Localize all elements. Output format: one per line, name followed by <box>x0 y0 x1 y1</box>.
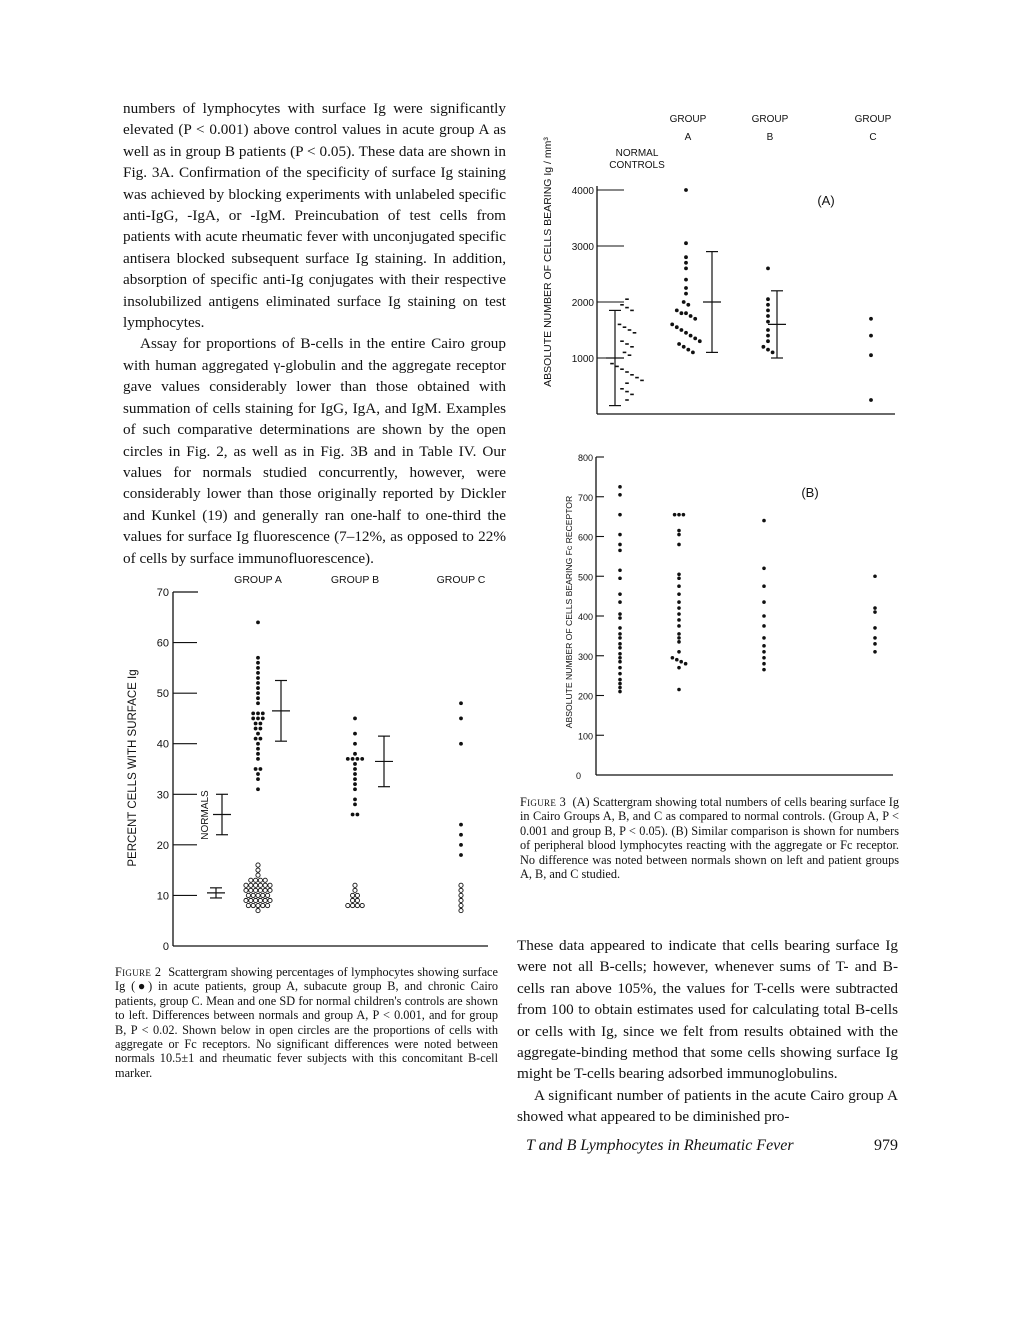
fig2-surface-ig-point <box>259 727 263 731</box>
fig3a-data-point <box>766 297 770 301</box>
fig3a-data-point <box>680 328 684 332</box>
fig2-group-label: GROUP B <box>330 574 380 586</box>
fig3b-data-point <box>618 576 622 580</box>
fig3a-data-point <box>771 351 775 355</box>
fig3a-data-point <box>684 278 688 282</box>
fig3b-data-point <box>677 513 681 517</box>
fig2-surface-ig-point <box>256 752 260 756</box>
fig3b-data-point <box>618 646 622 650</box>
fig2-surface-ig-point <box>459 717 463 721</box>
fig3a-data-point <box>686 303 690 307</box>
fig3b-data-point <box>677 533 681 537</box>
fig2-fc-receptor-point <box>263 898 267 902</box>
fig3b-data-point <box>762 567 766 571</box>
fig3b-data-point <box>677 572 681 576</box>
fig3a-data-point <box>766 267 770 271</box>
fig3a-data-point <box>675 325 679 329</box>
fig2-fc-receptor-point <box>254 898 258 902</box>
fig3b-data-point <box>682 513 686 517</box>
fig2-fc-receptor-point <box>353 883 357 887</box>
fig2-surface-ig-point <box>256 676 260 680</box>
fig3b-y-tick-label: 0 <box>576 771 582 781</box>
fig2-surface-ig-point <box>259 767 263 771</box>
fig3a-data-point <box>691 351 695 355</box>
fig2-surface-ig-point <box>256 777 260 781</box>
fig3a-data-point <box>684 286 688 290</box>
fig3b-data-point <box>618 652 622 656</box>
fig3a-data-point <box>869 353 873 357</box>
fig2-surface-ig-point <box>256 711 260 715</box>
fig3a-normals-label: CONTROLS <box>609 160 665 171</box>
fig2-fc-receptor-point <box>249 883 253 887</box>
fig2-surface-ig-point <box>353 772 357 776</box>
fig2-fc-receptor-point <box>459 909 463 913</box>
fig2-y-tick-label: 60 <box>156 637 169 650</box>
fig3a-data-point <box>766 314 770 318</box>
fig3b-data-point <box>618 660 622 664</box>
fig2-surface-ig-point <box>251 717 255 721</box>
fig3b-data-point <box>873 636 877 640</box>
fig2-fc-receptor-point <box>258 883 262 887</box>
figure-3-caption-text: (A) Scattergram showing total numbers of cells bearing surface Ig in Cairo Groups A, B, and C as compared to normal controls. (Group A, P < 0.001 and group B, P < 0.05). (B) Similar comparison is shown for numbers of peripheral blood lymphocytes reacting with the aggregate or Fc receptor. No difference was noted between normals shown on left and patient groups A, B, and C studied. <box>520 795 899 882</box>
fig2-fc-receptor-point <box>346 903 350 907</box>
fig2-surface-ig-point <box>259 722 263 726</box>
fig3b-data-point <box>873 626 877 630</box>
fig3a-data-point <box>684 311 688 315</box>
fig3b-data-point <box>618 600 622 604</box>
fig3a-data-point <box>869 398 873 402</box>
fig3a-group-letter: C <box>869 132 877 143</box>
fig3a-data-point <box>684 241 688 245</box>
fig3b-data-point <box>618 493 622 497</box>
fig3b-data-point <box>677 600 681 604</box>
fig3b-y-tick-label: 300 <box>577 651 593 662</box>
fig2-fc-receptor-point <box>268 888 272 892</box>
fig2-fc-receptor-point <box>254 878 258 882</box>
fig3a-y-tick-label: 1000 <box>571 354 594 365</box>
fig3b-data-point <box>873 642 877 646</box>
fig3b-data-point <box>677 592 681 596</box>
fig2-fc-receptor-point <box>266 893 270 897</box>
fig3b-data-point <box>762 644 766 648</box>
fig3a-y-tick-label: 2000 <box>571 298 594 309</box>
fig3a-data-point <box>684 255 688 259</box>
fig2-group-label: GROUP A <box>234 574 282 586</box>
fig2-fc-receptor-point <box>244 888 248 892</box>
fig2-surface-ig-point <box>360 757 364 761</box>
fig3b-data-point <box>618 678 622 682</box>
fig2-fc-receptor-point <box>246 893 250 897</box>
fig3b-data-point <box>618 636 622 640</box>
fig2-fc-receptor-point <box>459 893 463 897</box>
fig2-y-tick-label: 70 <box>156 587 169 599</box>
fig3a-data-point <box>675 309 679 313</box>
fig3b-data-point <box>618 666 622 670</box>
paragraph: These data appeared to indicate that cells bearing surface Ig were not all B-cells; however, whenever sums of T- and B-cells ran above 105%, the values for T-cells were subtracted from 100 to obtain estimates used for calculating total B-cells or cells with Ig, since we felt from results obtained with the aggregate-binding method that some cells showing surface Ig might be T-cells bearing adsorbed immunoglobulins. <box>517 937 898 1083</box>
fig3a-data-point <box>693 317 697 321</box>
fig3a-group-label: GROUP <box>854 114 892 125</box>
fig2-y-axis-label: PERCENT CELLS WITH SURFACE Ig <box>127 669 139 867</box>
fig3b-data-point <box>762 668 766 672</box>
fig3b-y-tick-label: 600 <box>577 532 593 543</box>
fig3a-y-tick-label: 4000 <box>571 186 594 197</box>
fig2-surface-ig-point <box>251 711 255 715</box>
fig2-fc-receptor-point <box>258 888 262 892</box>
fig3a-y-tick-label: 3000 <box>571 242 594 253</box>
fig3b-data-point <box>762 656 766 660</box>
fig2-fc-receptor-point <box>355 898 359 902</box>
fig3a-data-point <box>682 300 686 304</box>
fig2-group-label: GROUP C <box>436 574 486 586</box>
fig3b-data-point <box>618 612 622 616</box>
fig2-surface-ig-point <box>353 732 357 736</box>
fig2-surface-ig-point <box>254 767 258 771</box>
fig2-surface-ig-point <box>353 782 357 786</box>
fig2-surface-ig-point <box>254 737 258 741</box>
fig3b-data-point <box>675 658 679 662</box>
fig3b-data-point <box>618 686 622 690</box>
fig3b-y-tick-label: 200 <box>577 691 593 702</box>
fig3a-data-point <box>766 339 770 343</box>
figure-2-label: Figure 2 <box>115 965 162 979</box>
fig3b-panel-label: (B) <box>801 485 819 500</box>
fig3b-data-point <box>762 584 766 588</box>
fig2-surface-ig-point <box>256 701 260 705</box>
fig3b-data-point <box>873 650 877 654</box>
fig3b-data-point <box>618 672 622 676</box>
fig2-y-tick-label: 30 <box>156 789 169 802</box>
fig3b-data-point <box>677 612 681 616</box>
fig2-surface-ig-point <box>353 777 357 781</box>
fig3b-data-point <box>677 688 681 692</box>
fig3a-data-point <box>684 267 688 271</box>
fig2-surface-ig-point <box>353 762 357 766</box>
fig2-fc-receptor-point <box>244 898 248 902</box>
fig2-fc-receptor-point <box>254 883 258 887</box>
fig3b-data-point <box>618 533 622 537</box>
fig3a-data-point <box>869 317 873 321</box>
fig2-y-tick-label: 40 <box>156 738 169 751</box>
fig3a-data-point <box>684 188 688 192</box>
fig2-fc-receptor-point <box>263 878 267 882</box>
fig2-surface-ig-point <box>356 757 360 761</box>
fig2-surface-ig-point <box>256 717 260 721</box>
fig3b-data-point <box>618 549 622 553</box>
fig3a-normals-label: NORMAL <box>615 148 659 159</box>
fig2-surface-ig-point <box>459 833 463 837</box>
fig2-fc-receptor-point <box>249 888 253 892</box>
fig2-fc-receptor-point <box>266 903 270 907</box>
fig2-surface-ig-point <box>353 742 357 746</box>
fig2-fc-receptor-point <box>246 903 250 907</box>
fig2-fc-receptor-point <box>268 883 272 887</box>
fig3b-data-point <box>618 568 622 572</box>
fig2-surface-ig-point <box>256 757 260 761</box>
fig3b-data-point <box>618 642 622 646</box>
fig2-surface-ig-point <box>254 722 258 726</box>
fig2-fc-receptor-point <box>254 888 258 892</box>
fig3a-panel-label: (A) <box>817 193 835 208</box>
paragraph: A significant number of patients in the acute Cairo group A showed what appeared to be diminished pro- <box>517 1086 898 1126</box>
fig2-fc-receptor-point <box>360 903 364 907</box>
fig3a-data-point <box>766 309 770 313</box>
fig3b-data-point <box>618 632 622 636</box>
fig2-surface-ig-point <box>353 767 357 771</box>
fig2-fc-receptor-point <box>249 898 253 902</box>
fig2-surface-ig-point <box>351 813 355 817</box>
fig3a-data-point <box>677 342 681 346</box>
fig2-fc-receptor-point <box>256 863 260 867</box>
figure-3-label: Figure 3 <box>520 795 567 809</box>
fig2-surface-ig-point <box>256 732 260 736</box>
fig2-surface-ig-point <box>256 666 260 670</box>
fig2-fc-receptor-point <box>459 898 463 902</box>
fig3b-data-point <box>677 543 681 547</box>
fig2-fc-receptor-point <box>353 888 357 892</box>
fig3b-data-point <box>677 624 681 628</box>
fig3b-y-tick-label: 500 <box>577 572 593 583</box>
fig3b-data-point <box>677 618 681 622</box>
fig2-surface-ig-point <box>261 717 265 721</box>
fig3b-y-tick-label: 100 <box>577 731 593 742</box>
fig3b-data-point <box>618 513 622 517</box>
fig3b-data-point <box>762 636 766 640</box>
fig3b-y-tick-label: 700 <box>577 492 593 503</box>
fig3b-data-point <box>873 574 877 578</box>
fig2-surface-ig-point <box>256 686 260 690</box>
fig3a-data-point <box>693 337 697 341</box>
fig2-surface-ig-point <box>459 701 463 705</box>
fig3b-data-point <box>677 606 681 610</box>
fig2-y-tick-label: 20 <box>156 839 169 852</box>
fig3b-data-point <box>762 650 766 654</box>
fig2-fc-receptor-point <box>251 893 255 897</box>
fig2-y-tick-label: 50 <box>156 688 169 701</box>
fig3b-data-point <box>679 660 683 664</box>
fig2-surface-ig-point <box>259 737 263 741</box>
fig2-surface-ig-point <box>353 717 357 721</box>
fig3b-y-tick-label: 400 <box>577 612 593 622</box>
fig3a-data-point <box>684 261 688 265</box>
fig3b-data-point <box>677 666 681 670</box>
fig3b-data-point <box>762 600 766 604</box>
fig3a-data-point <box>689 334 693 338</box>
fig3a-data-point <box>670 323 674 327</box>
fig3a-data-point <box>766 328 770 332</box>
fig2-surface-ig-point <box>353 752 357 756</box>
fig3a-data-point <box>766 348 770 352</box>
fig2-fc-receptor-point <box>459 903 463 907</box>
fig2-surface-ig-point <box>256 747 260 751</box>
fig2-fc-receptor-point <box>249 878 253 882</box>
fig3b-data-point <box>677 632 681 636</box>
fig3a-data-point <box>766 303 770 307</box>
fig3b-data-point <box>677 640 681 644</box>
fig3b-data-point <box>677 650 681 654</box>
fig3a-data-point <box>680 311 684 315</box>
fig2-fc-receptor-point <box>459 888 463 892</box>
fig2-fc-receptor-point <box>351 893 355 897</box>
fig2-fc-receptor-point <box>244 883 248 887</box>
fig2-surface-ig-point <box>459 843 463 847</box>
fig3b-data-point <box>677 529 681 533</box>
fig2-fc-receptor-point <box>261 893 265 897</box>
fig3a-data-point <box>684 292 688 296</box>
fig2-fc-receptor-point <box>351 903 355 907</box>
fig2-surface-ig-point <box>261 711 265 715</box>
fig2-fc-receptor-point <box>256 873 260 877</box>
fig2-fc-receptor-point <box>258 898 262 902</box>
fig2-fc-receptor-point <box>258 878 262 882</box>
fig2-surface-ig-point <box>256 661 260 665</box>
fig3a-group-label: GROUP <box>669 114 707 125</box>
paragraph: numbers of lymphocytes with surface Ig were significantly elevated (P < 0.001) above control values in acute group A as well as in group B patients (P < 0.05). These data are shown in Fig. 3A. Confirmation of the specificity of surface Ig staining was achieved by blocking experiments with unlabeled specific anti-IgG, -IgA, or -IgM. Preincubation of test cells from patients with acute rheumatic fever with unconjugated specific antisera blocked subsequent surface Ig staining. In addition, absorption of specific anti-Ig conjugates with their respective insolubilized antigens eliminated surface Ig staining on test lymphocytes. <box>123 100 506 332</box>
fig2-fc-receptor-point <box>256 903 260 907</box>
fig2-fc-receptor-point <box>355 903 359 907</box>
fig2-fc-receptor-point <box>263 888 267 892</box>
fig2-surface-ig-point <box>353 803 357 807</box>
fig2-surface-ig-point <box>256 691 260 695</box>
fig3b-data-point <box>618 592 622 596</box>
fig3b-y-axis-label: ABSOLUTE NUMBER OF CELLS BEARING Fc RECEPTOR <box>564 495 574 729</box>
fig3b-data-point <box>618 682 622 686</box>
fig2-fc-receptor-point <box>268 898 272 902</box>
fig3b-data-point <box>677 636 681 640</box>
fig3a-data-point <box>682 345 686 349</box>
fig2-surface-ig-point <box>256 671 260 675</box>
fig3b-data-point <box>677 584 681 588</box>
fig3a-group-label: GROUP <box>751 114 789 125</box>
fig3b-data-point <box>762 662 766 666</box>
fig3b-y-tick-label: 800 <box>577 453 593 463</box>
fig2-surface-ig-point <box>459 823 463 827</box>
paragraph: Assay for proportions of B-cells in the entire Cairo group with human aggregated γ-globulin and the aggregate receptor gave values considerably lower than those obtained with summation of cells staining for IgG, IgA, and IgM. Examples of such comparative determinations are shown by the open circles in Fig. 2, as well as in Fig. 3B and in Table IV. Our values for normals studied concurrently, however, were considerably lower than those originally reported by Dickler and Kunkel (19) and generally ran one-half to one-third the values for surface Ig fluorescence (7–12%, as opposed to 22% of cells by surface immunofluorescence). <box>123 335 506 567</box>
fig2-y-tick-label: 10 <box>156 890 169 903</box>
figure-2-caption-text: Scattergram showing percentages of lymphocytes showing surface Ig (●) in acute patients, group A, subacute group B, and chronic Cairo patients, group C. Mean and one SD for normal children's controls are shown to left. Differences between normals and group A, P < 0.001, and for group B, P < 0.02. Shown below in open circles are the proportions of cells with aggregate or Fc receptors. No significant differences were noted between normals 10.5±1 and rheumatic fever subjects with this concomitant B-cell marker. <box>115 965 498 1080</box>
fig3b-data-point <box>618 543 622 547</box>
fig2-surface-ig-point <box>256 742 260 746</box>
fig3a-data-point <box>869 334 873 338</box>
fig2-fc-receptor-point <box>355 893 359 897</box>
fig2-y-tick-label: 0 <box>162 941 169 953</box>
fig2-fc-receptor-point <box>256 868 260 872</box>
fig2-fc-receptor-point <box>256 909 260 913</box>
fig2-fc-receptor-point <box>256 893 260 897</box>
fig2-fc-receptor-point <box>251 903 255 907</box>
fig3a-data-point <box>766 334 770 338</box>
fig3b-data-point <box>873 610 877 614</box>
fig2-fc-receptor-point <box>261 903 265 907</box>
fig2-fc-receptor-point <box>459 883 463 887</box>
fig2-fc-receptor-point <box>263 883 267 887</box>
fig2-surface-ig-point <box>256 681 260 685</box>
running-title: T and B Lymphocytes in Rheumatic Fever <box>526 1137 794 1154</box>
fig3a-data-point <box>689 314 693 318</box>
fig2-surface-ig-point <box>353 787 357 791</box>
fig3a-group-letter: B <box>766 132 774 143</box>
fig2-surface-ig-point <box>256 772 260 776</box>
fig3b-data-point <box>684 662 688 666</box>
fig3a-data-point <box>684 331 688 335</box>
fig3b-data-point <box>762 614 766 618</box>
fig3b-data-point <box>671 656 675 660</box>
fig3b-data-point <box>618 616 622 620</box>
fig3b-data-point <box>618 485 622 489</box>
fig3b-data-point <box>762 624 766 628</box>
fig2-normals-label: NORMALS <box>200 790 211 840</box>
fig2-surface-ig-point <box>256 620 260 624</box>
fig3a-data-point <box>762 345 766 349</box>
fig2-surface-ig-point <box>256 656 260 660</box>
fig3b-data-point <box>762 519 766 523</box>
fig2-fc-receptor-point <box>351 898 355 902</box>
fig2-surface-ig-point <box>351 757 355 761</box>
fig2-surface-ig-point <box>256 696 260 700</box>
fig3a-data-point <box>766 320 770 324</box>
page-number: 979 <box>874 1137 898 1154</box>
fig3b-data-point <box>618 656 622 660</box>
fig3b-data-point <box>673 513 677 517</box>
fig3b-data-point <box>618 626 622 630</box>
fig2-surface-ig-point <box>356 813 360 817</box>
fig2-surface-ig-point <box>254 727 258 731</box>
fig2-surface-ig-point <box>353 797 357 801</box>
fig2-surface-ig-point <box>459 742 463 746</box>
fig3a-group-letter: A <box>684 132 692 143</box>
fig3b-data-point <box>677 576 681 580</box>
fig2-surface-ig-point <box>459 853 463 857</box>
fig3a-y-axis-label: ABSOLUTE NUMBER OF CELLS BEARING Ig / mm³ <box>542 137 554 387</box>
fig2-surface-ig-point <box>346 757 350 761</box>
fig3a-data-point <box>698 339 702 343</box>
fig3a-data-point <box>686 348 690 352</box>
fig3b-data-point <box>618 690 622 694</box>
fig3b-data-point <box>873 606 877 610</box>
fig2-surface-ig-point <box>256 787 260 791</box>
